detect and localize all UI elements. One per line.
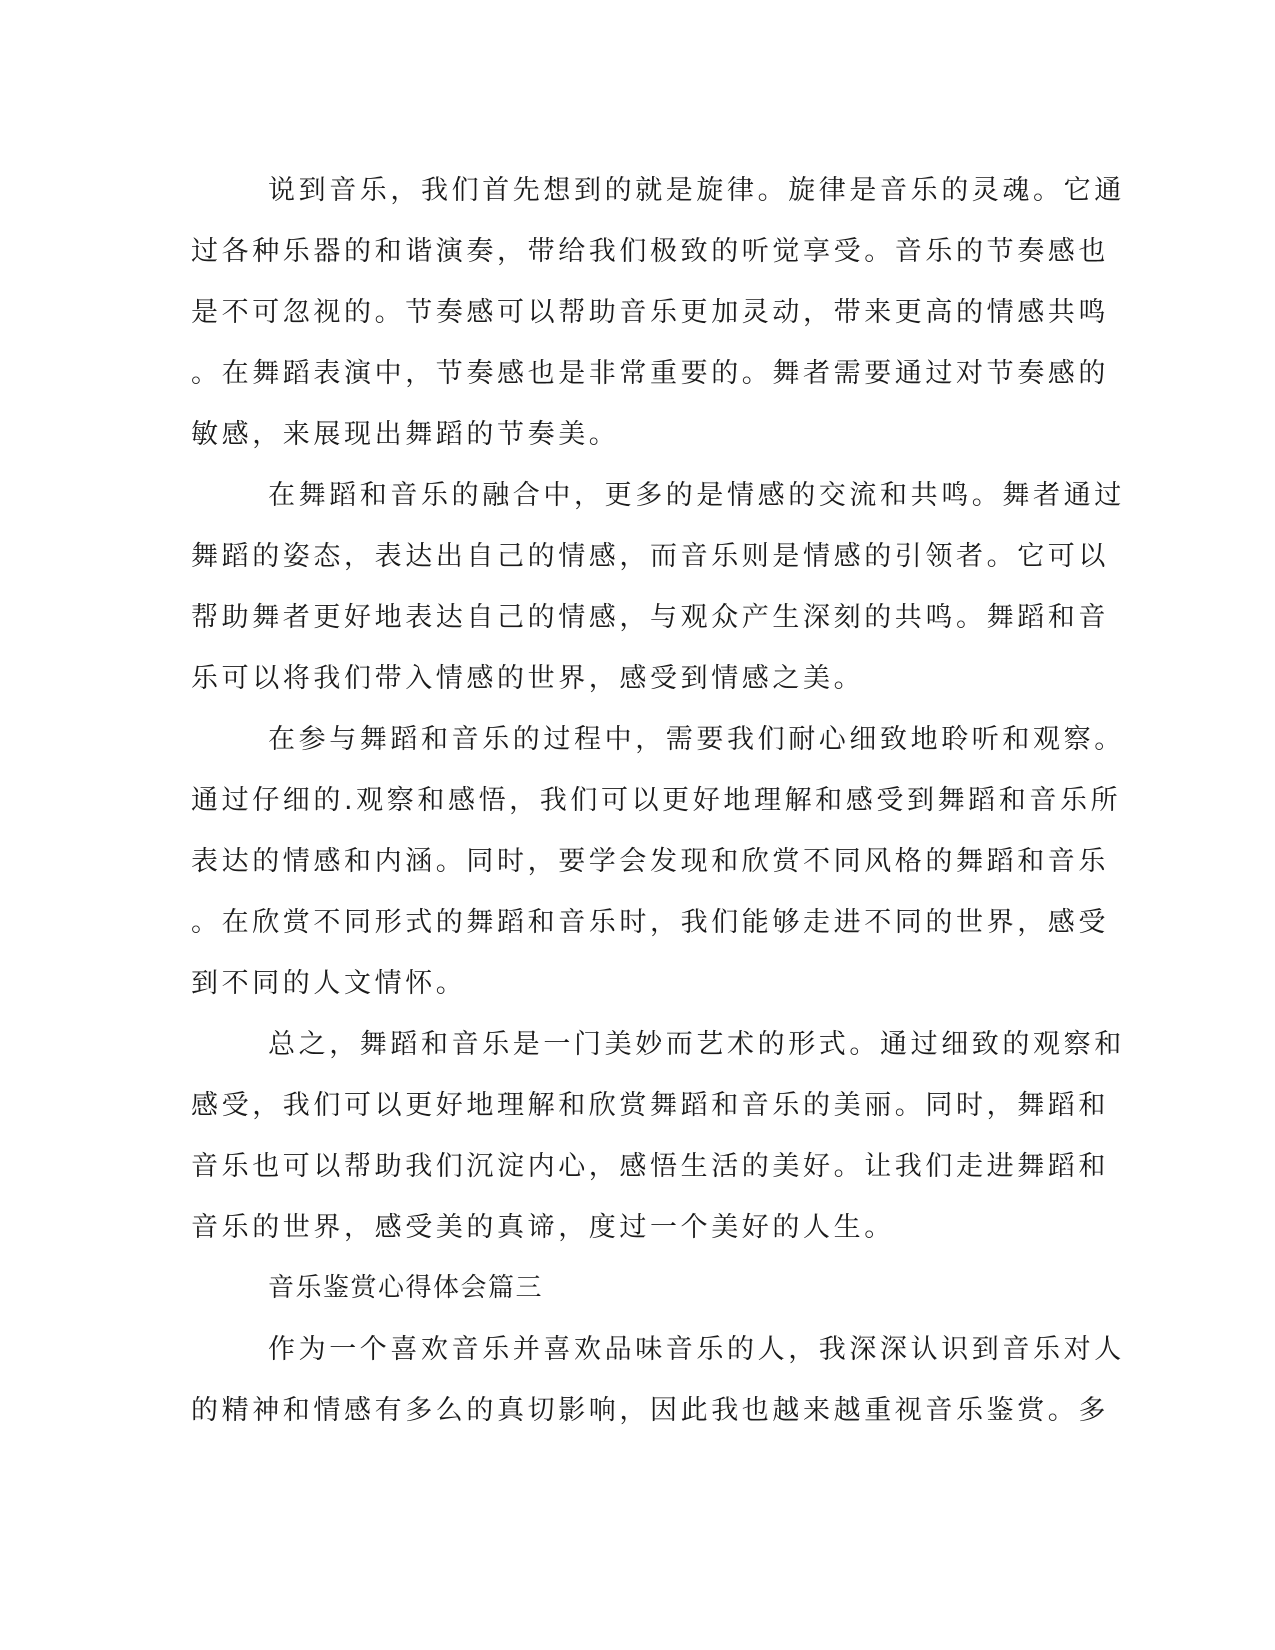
paragraph-line: 音乐也可以帮助我们沉淀内心，感悟生活的美好。让我们走进舞蹈和: [191, 1151, 1109, 1182]
paragraph-line: 过各种乐器的和谐演奏，带给我们极致的听觉享受。音乐的节奏感也: [191, 236, 1109, 267]
paragraph-melody: [191, 160, 1125, 465]
paragraph-line: 感受，我们可以更好地理解和欣赏舞蹈和音乐的美丽。同时，舞蹈和: [191, 1090, 1109, 1121]
paragraph-line: 在舞蹈和音乐的融合中，更多的是情感的交流和共鸣。舞者通过: [268, 480, 1125, 511]
paragraph-line: 说到音乐，我们首先想到的就是旋律。旋律是音乐的灵魂。它通: [268, 175, 1125, 206]
paragraph-line: 。在欣赏不同形式的舞蹈和音乐时，我们能够走进不同的世界，感受: [191, 907, 1109, 938]
paragraph-line: 通过仔细的.观察和感悟，我们可以更好地理解和感受到舞蹈和音乐所: [191, 785, 1122, 816]
section-heading: 音乐鉴赏心得体会篇三: [268, 1273, 544, 1303]
paragraph-appreciation: [191, 1319, 1125, 1441]
paragraph-line: 是不可忽视的。节奏感可以帮助音乐更加灵动，带来更高的情感共鸣: [191, 297, 1109, 328]
paragraph-line: 音乐的世界，感受美的真谛，度过一个美好的人生。: [191, 1212, 895, 1243]
paragraph-line: 在参与舞蹈和音乐的过程中，需要我们耐心细致地聆听和观察。: [268, 724, 1125, 755]
paragraph-line: 敏感，来展现出舞蹈的节奏美。: [191, 419, 620, 450]
paragraph-line: 帮助舞者更好地表达自己的情感，与观众产生深刻的共鸣。舞蹈和音: [191, 602, 1109, 633]
paragraph-line: 总之，舞蹈和音乐是一门美妙而艺术的形式。通过细致的观察和: [268, 1029, 1125, 1060]
paragraph-line: 舞蹈的姿态，表达出自己的情感，而音乐则是情感的引领者。它可以: [191, 541, 1109, 572]
paragraph-line: 到不同的人文情怀。: [191, 968, 467, 999]
paragraph-emotion: [191, 465, 1125, 709]
paragraph-line: 表达的情感和内涵。同时，要学会发现和欣赏不同风格的舞蹈和音乐: [191, 846, 1109, 877]
body-text: [191, 160, 1125, 1441]
paragraph-line: 作为一个喜欢音乐并喜欢品味音乐的人，我深深认识到音乐对人: [268, 1334, 1125, 1365]
paragraph-line: 乐可以将我们带入情感的世界，感受到情感之美。: [191, 663, 865, 694]
paragraph-line: 的精神和情感有多么的真切影响，因此我也越来越重视音乐鉴赏。多: [191, 1395, 1109, 1426]
paragraph-observation: [191, 709, 1125, 1014]
paragraph-line: 。在舞蹈表演中，节奏感也是非常重要的。舞者需要通过对节奏感的: [191, 358, 1109, 389]
paragraph-conclusion: [191, 1014, 1125, 1258]
